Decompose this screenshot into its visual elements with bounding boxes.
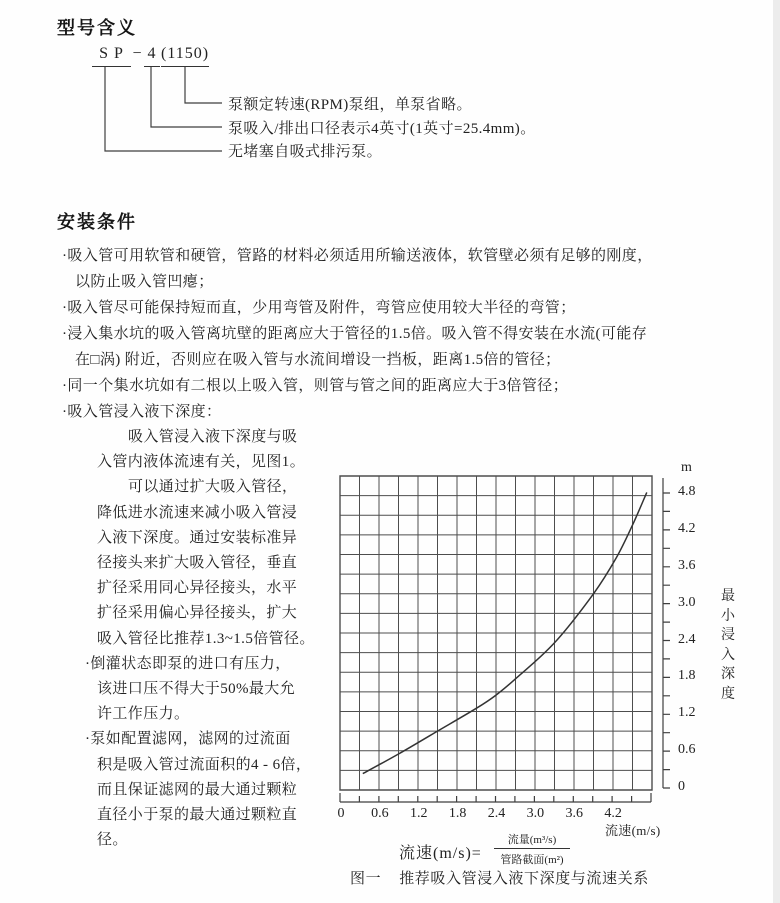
note-line: 许工作压力。 xyxy=(97,706,190,722)
note-line: 可以通过扩大吸入管径， xyxy=(128,479,298,495)
figure-caption xyxy=(350,867,649,888)
model-code-dash: − xyxy=(132,45,143,62)
figure-caption-number: 图一 xyxy=(350,871,382,887)
y-axis-title-char: 深 xyxy=(721,667,735,683)
y-tick-label: 4.8 xyxy=(678,484,696,499)
velocity-formula-fraction xyxy=(494,831,570,867)
note-line: 积是吸入管过流面积的4 - 6倍， xyxy=(97,757,312,773)
note-line: 吸入管浸入液下深度与吸 xyxy=(128,429,298,445)
note-line: ·倒灌状态即泵的进口有压力， xyxy=(85,656,291,672)
y-tick-label: 4.2 xyxy=(678,520,696,536)
y-axis-title-char: 入 xyxy=(721,647,735,663)
x-tick-label: 2.4 xyxy=(487,806,506,821)
formula-denominator: 管路截面(m²) xyxy=(494,848,570,867)
formula-numerator: 流量(m³/s) xyxy=(507,834,557,846)
x-tick-label: 4.2 xyxy=(604,806,622,821)
note-line: 扩径采用同心异径接头，水平 xyxy=(97,580,298,596)
model-code-sp: S P xyxy=(92,45,131,67)
install-condition-line: 以防止吸入管凹瘪； xyxy=(75,274,214,290)
x-tick-label: 1.8 xyxy=(448,806,467,821)
note-line: ·泵如配置滤网，滤网的过流面 xyxy=(85,731,291,747)
x-axis-ruler xyxy=(340,793,651,802)
y-axis-unit-label: m xyxy=(681,460,692,475)
note-line: 入液下深度。通过安装标准异 xyxy=(97,530,298,546)
y-axis-ruler xyxy=(663,478,670,788)
x-tick-label: 3.0 xyxy=(526,806,545,821)
note-line: 径。 xyxy=(97,832,128,848)
install-condition-line: ·同一个集水坑如有二根以上吸入管，则管与管之间的距离应大于3倍管径； xyxy=(62,378,569,394)
y-tick-label: 0 xyxy=(678,779,685,794)
y-tick-label: 1.8 xyxy=(678,668,696,684)
note-line: 吸入管径比推荐1.3~1.5倍管径。 xyxy=(97,631,315,647)
y-tick-label: 1.2 xyxy=(678,705,696,721)
note-line: 而且保证滤网的最大通过颗粒 xyxy=(97,782,298,798)
chart-grid xyxy=(340,476,652,790)
x-tick-label: 0.6 xyxy=(371,806,389,821)
model-code-size: 4 xyxy=(144,45,160,67)
install-condition-line: ·吸入管可用软管和硬管，管路的材料必须适用所输送液体，软管壁必须有足够的刚度， xyxy=(62,248,653,264)
y-tick-label: 3.6 xyxy=(678,557,696,573)
section-title-install: 安装条件 xyxy=(57,212,137,232)
note-line: 扩径采用偏心异径接头，扩大 xyxy=(97,605,298,621)
model-label-speed: 泵额定转速(RPM)泵组，单泵省略。 xyxy=(228,97,472,113)
x-tick-label: 0 xyxy=(337,806,345,821)
section-title-model: 型号含义 xyxy=(57,18,137,38)
scan-edge-artifact xyxy=(773,0,780,903)
install-condition-line: ·吸入管浸入液下深度： xyxy=(62,404,222,420)
y-axis-title-char: 小 xyxy=(721,608,735,624)
y-tick-label: 3.0 xyxy=(678,594,696,610)
note-line: 径接头来扩大吸入管径，垂直 xyxy=(97,555,298,571)
model-connector-lines xyxy=(105,67,222,151)
note-line: 降低进水流速来减小吸入管浸 xyxy=(97,505,298,521)
y-axis-title-char: 浸 xyxy=(721,628,735,644)
install-condition-line: ·浸入集水坑的吸入管离坑壁的距离应大于管径的1.5倍。吸入管不得安装在水流(可能存 xyxy=(62,326,648,342)
x-axis-title: 流速(m/s) xyxy=(605,823,661,838)
note-line: 入管内液体流速有关，见图1。 xyxy=(97,454,306,470)
note-line: 该进口压不得大于50%最大允 xyxy=(97,681,296,697)
install-condition-line: 在□涡) 附近，否则应在吸入管与水流间增设一挡板，距离1.5倍的管径； xyxy=(75,352,561,368)
note-line: 直径小于泵的最大通过颗粒直 xyxy=(97,807,298,823)
y-tick-label: 0.6 xyxy=(678,742,696,758)
y-axis-title-char: 度 xyxy=(721,687,735,702)
y-tick-label: 2.4 xyxy=(678,631,696,647)
x-tick-label: 3.6 xyxy=(565,806,583,821)
velocity-formula-lhs: 流速(m/s)= xyxy=(399,845,482,862)
y-axis-title-char: 最 xyxy=(721,589,735,604)
x-tick-label: 1.2 xyxy=(410,806,428,821)
figure-caption-title: 推荐吸入管浸入液下深度与流速关系 xyxy=(399,871,649,887)
model-label-type: 无堵塞自吸式排污泵。 xyxy=(228,144,383,160)
install-condition-line: ·吸入管尽可能保持短而直，少用弯管及附件，弯管应使用较大半径的弯管； xyxy=(62,300,576,316)
chart-axes xyxy=(340,478,670,802)
grid-lines xyxy=(340,476,652,790)
model-label-diameter: 泵吸入/排出口径表示4英寸(1英寸=25.4mm)。 xyxy=(228,121,536,137)
model-code-speed: (1150) xyxy=(161,45,209,67)
